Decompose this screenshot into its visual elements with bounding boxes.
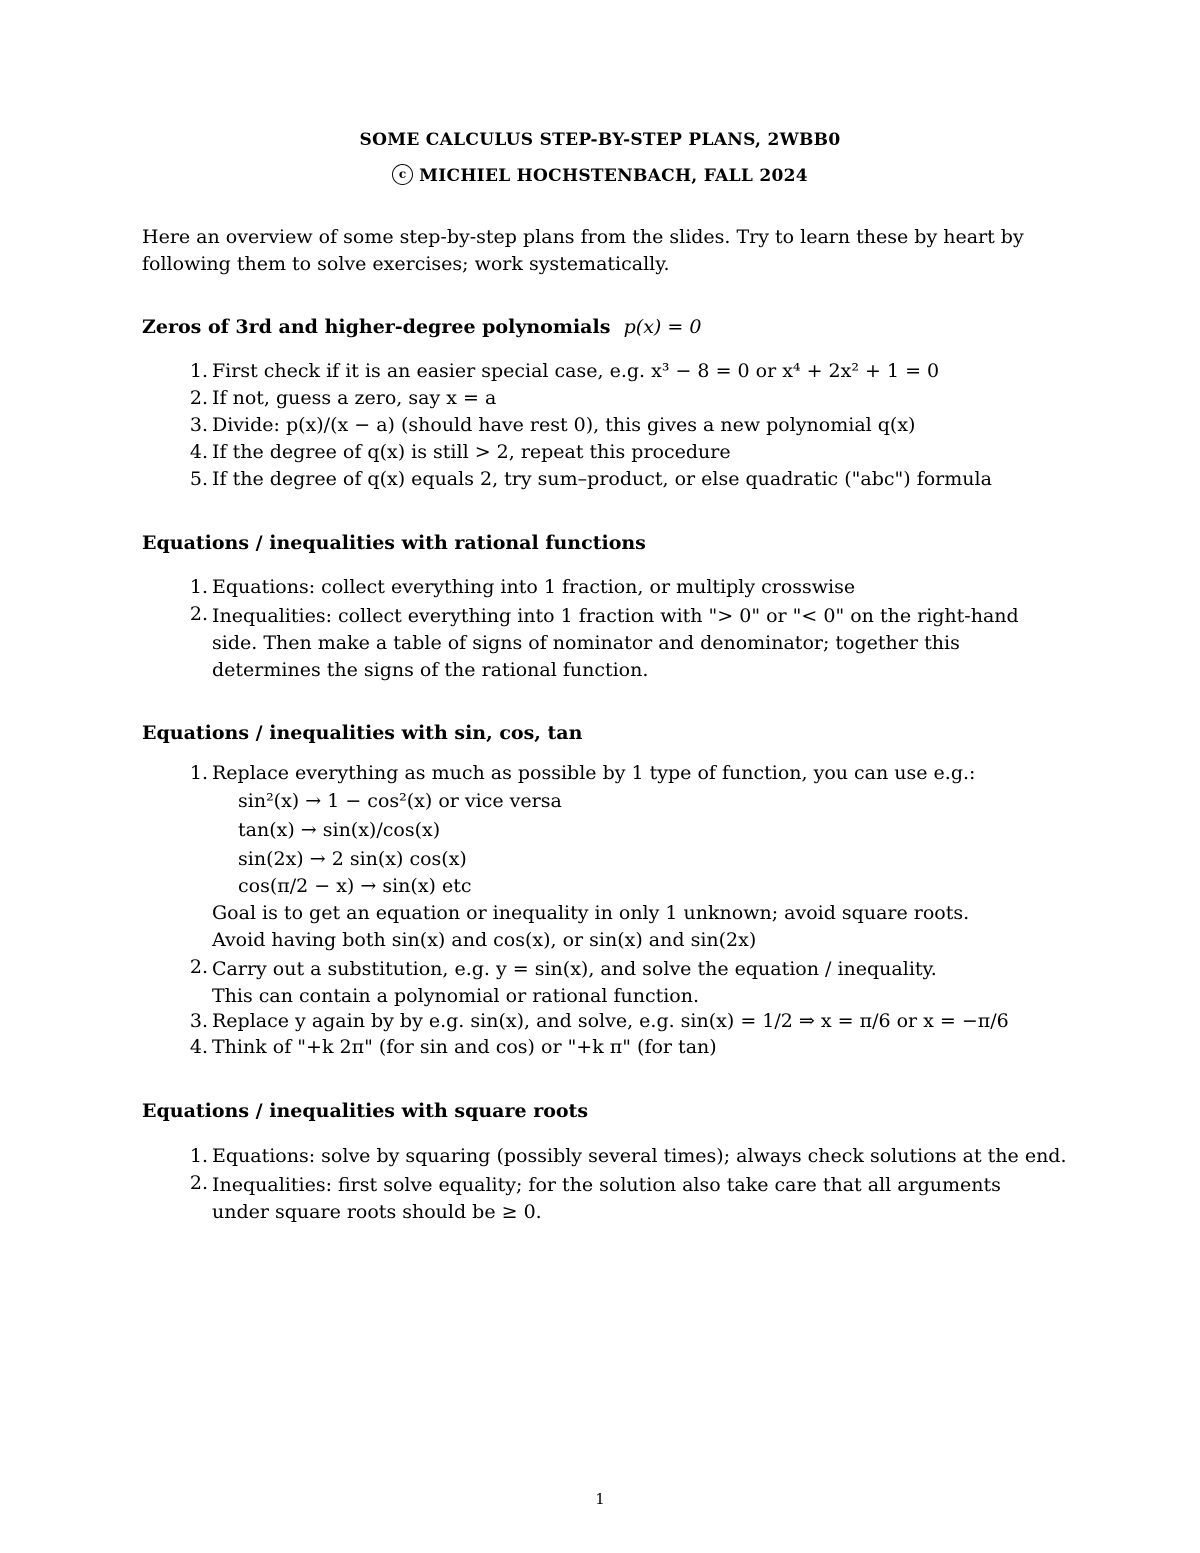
list-item-text: Inequalities: collect everything into 1 fraction with "> 0" or "< 0" on the right-hand side. Then make a table of signs of nominator and denominator; together this determines the signs of the rational function. — [212, 605, 1019, 681]
section-heading-rational: Equations / inequalities with rational functions — [142, 532, 646, 554]
intro-paragraph: Here an overview of some step-by-step plans from the slides. Try to learn these by heart by following them to solve exercises; work systematically. — [142, 226, 1024, 275]
identity-text: cos(π/2 − x) → sin(x) etc — [238, 875, 472, 897]
list-item-text: Replace y again by by e.g. sin(x), and solve, e.g. sin(x) = 1/2 ⇒ x = π/6 or x = −π/6 — [212, 1010, 1009, 1032]
section-heading-trig: Equations / inequalities with sin, cos, tan — [142, 722, 583, 744]
list-item-text: First check if it is an easier special case, e.g. x³ − 8 = 0 or x⁴ + 2x² + 1 = 0 — [212, 360, 940, 382]
page-number: 1 — [595, 1490, 605, 1508]
goal-text: Goal is to get an equation or inequality in only 1 unknown; avoid square roots. — [212, 902, 970, 924]
copyright-icon: c — [392, 164, 413, 185]
list-item-text: If not, guess a zero, say x = a — [212, 387, 497, 409]
list-item-text: Inequalities: first solve equality; for the solution also take care that all arguments under square roots should be ≥ 0. — [212, 1174, 1001, 1223]
section-heading-roots: Equations / inequalities with square roots — [142, 1100, 589, 1122]
list-item-text: Divide: p(x)/(x − a) (should have rest 0), this gives a new polynomial q(x) — [212, 414, 916, 436]
section-heading-math: p(x) = 0 — [623, 316, 702, 338]
list-item-text: If the degree of q(x) is still > 2, repeat this procedure — [212, 441, 731, 463]
document-author-line — [0, 166, 1200, 187]
identity-text: sin(2x) → 2 sin(x) cos(x) — [238, 848, 467, 870]
identity-text: tan(x) → sin(x)/cos(x) — [238, 819, 441, 841]
author-text: MICHIEL HOCHSTENBACH, FALL 2024 — [419, 166, 808, 186]
list-item-text: Replace everything as much as possible by 1 type of function, you can use e.g.: — [212, 762, 976, 784]
document-page: SOME CALCULUS STEP-BY-STEP PLANS, 2WBB0 c MICHIEL HOCHSTENBACH, FALL 2024 Here an overview of some step-by-step plans from the slides. Try to learn these by heart by following them to solve exercises; work systematically. Zeros of 3rd and higher-degree polynomials p(x) = 0 1. First check if it is an easier special case, e.g. x³ − 8 = 0 or x⁴ + 2x² + 1 = 0 2. If not, guess a zero, say x = a 3. Divide: p(x)/(x − a) (should have rest 0), this gives a new polynomial q(x) 4. If the degree of q(x) is still > 2, repeat this procedure 5. If the degree of q(x) equals 2, try sum–product, or else quadratic ("abc") formula Equations / inequalities with rational functions 1. Equations: collect everything into 1 fraction, or multiply crosswise 2. Inequalities: collect everything into 1 fraction with "> 0" or "< 0" on the right-hand side. Then make a table of signs of nominator and denominator; together this determines the signs of the rational function. Equations / inequalities with sin, cos, tan 1. Replace everything as much as possible by 1 type of function, you can use e.g.: sin²(x) → 1 − cos²(x) or vice versa tan(x) → sin(x)/cos(x) sin(2x) → 2 sin(x) cos(x) cos(π/2 − x) → sin(x) etc Goal is to get an equation or inequality in only 1 unknown; avoid square roots. Avoid having both sin(x) and cos(x), or sin(x) and sin(2x) 2. Carry out a substitution, e.g. y = sin(x), and solve the equation / inequality. This can contain a polynomial or rational function. 3. Replace y again by by e.g. sin(x), and solve, e.g. sin(x) = 1/2 ⇒ x = π/6 or x = −π/6 4. Think of "+k 2π" (for sin and cos) or "+k π" (for tan) Equations / inequalities with square roots 1. Equations: solve by squaring (possibly several times); always check solutions at the end. 2. Inequalities: first solve equality; for the solution also take care that all arguments under square roots should be ≥ 0. 1 — [0, 0, 1200, 1553]
list-item-text: Equations: solve by squaring (possibly several times); always check solutions at the end. — [212, 1145, 1067, 1167]
section-heading-polynomials — [142, 316, 701, 338]
list-item-text: Equations: collect everything into 1 fraction, or multiply crosswise — [212, 576, 856, 598]
list-item-text: If the degree of q(x) equals 2, try sum–product, or else quadratic ("abc") formula — [212, 468, 992, 490]
identity-text: sin²(x) → 1 − cos²(x) or vice versa — [238, 790, 562, 812]
list-item-text: Carry out a substitution, e.g. y = sin(x), and solve the equation / inequality. This can contain a polynomial or rational function. — [212, 958, 937, 1007]
section-heading-text: Zeros of 3rd and higher-degree polynomials — [142, 316, 611, 338]
avoid-text: Avoid having both sin(x) and cos(x), or sin(x) and sin(2x) — [212, 929, 757, 951]
list-item-text: Think of "+k 2π" (for sin and cos) or "+k π" (for tan) — [212, 1036, 717, 1058]
document-title: SOME CALCULUS STEP-BY-STEP PLANS, 2WBB0 — [359, 130, 841, 150]
